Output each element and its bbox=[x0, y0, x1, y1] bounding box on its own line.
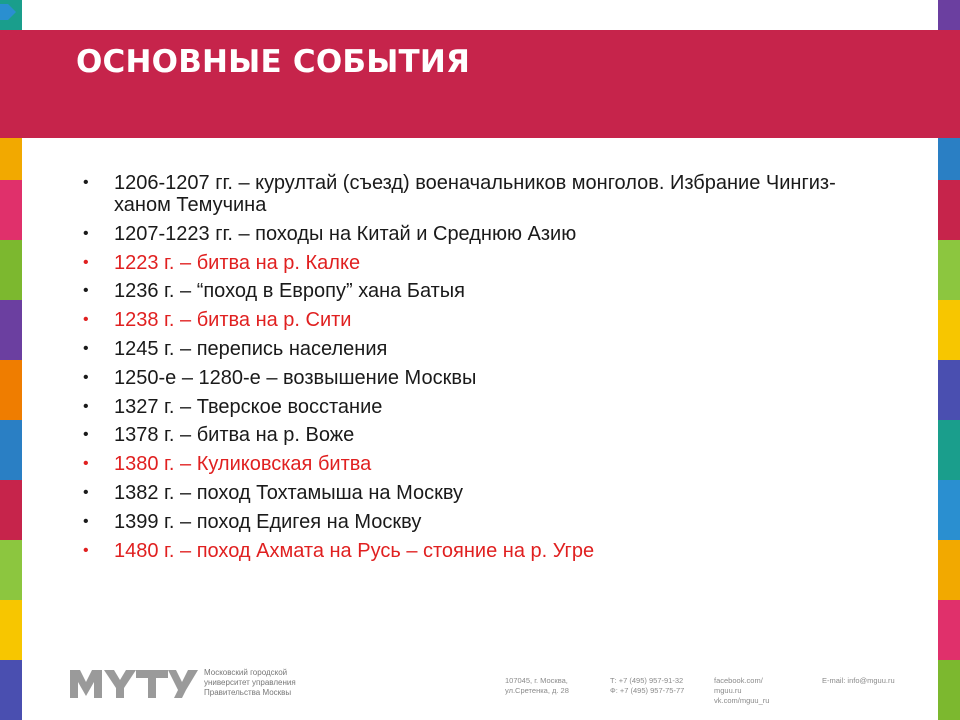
event-item: • 1207-1223 гг. – походы на Китай и Среднюю Азию bbox=[80, 223, 860, 245]
event-item: • 1380 г. – Куликовская битва bbox=[80, 453, 860, 475]
edge-stripe bbox=[0, 480, 22, 540]
social-link[interactable]: mguu.ru bbox=[714, 686, 742, 695]
edge-stripe bbox=[0, 360, 22, 420]
address-line: 107045, г. Москва, bbox=[505, 676, 568, 685]
edge-stripe bbox=[0, 240, 22, 300]
event-item: • 1236 г. – “поход в Европу” хана Батыя bbox=[80, 280, 860, 302]
university-name bbox=[204, 668, 324, 698]
edge-stripe bbox=[938, 180, 960, 240]
footer-address bbox=[505, 676, 595, 696]
event-item: • 1206-1207 гг. – курултай (съезд) военачальников монголов. Избрание Чингиз-ханом Темучина bbox=[80, 172, 860, 216]
event-item: • 1238 г. – битва на р. Сити bbox=[80, 309, 860, 331]
university-line: Московский городской bbox=[204, 668, 288, 677]
edge-stripe bbox=[0, 180, 22, 240]
social-link[interactable]: vk.com/mguu_ru bbox=[714, 696, 770, 705]
edge-stripe bbox=[0, 600, 22, 660]
edge-stripe bbox=[0, 300, 22, 360]
events-list bbox=[80, 172, 860, 568]
event-item: • 1480 г. – поход Ахмата на Русь – стояние на р. Угре bbox=[80, 540, 860, 562]
event-item: • 1250-е – 1280-е – возвышение Москвы bbox=[80, 367, 860, 389]
phone-line: Т: +7 (495) 957-91-32 bbox=[610, 676, 684, 685]
edge-stripe bbox=[938, 420, 960, 480]
edge-stripe bbox=[0, 540, 22, 600]
arrow-corner-icon bbox=[0, 0, 22, 30]
mguu-logo bbox=[70, 668, 198, 700]
email-link[interactable]: E-mail: info@mguu.ru bbox=[822, 676, 895, 685]
event-item: • 1245 г. – перепись населения bbox=[80, 338, 860, 360]
edge-stripe bbox=[0, 420, 22, 480]
slide-title: ОСНОВНЫЕ СОБЫТИЯ bbox=[76, 44, 471, 80]
event-item: • 1223 г. – битва на р. Калке bbox=[80, 252, 860, 274]
footer-phones bbox=[610, 676, 700, 696]
footer-social bbox=[714, 676, 804, 706]
footer bbox=[0, 660, 960, 720]
edge-stripe bbox=[938, 300, 960, 360]
edge-stripe bbox=[938, 240, 960, 300]
edge-stripe bbox=[938, 540, 960, 600]
address-line: ул.Сретенка, д. 28 bbox=[505, 686, 569, 695]
event-item: • 1378 г. – битва на р. Воже bbox=[80, 424, 860, 446]
edge-stripe bbox=[938, 360, 960, 420]
social-link[interactable]: facebook.com/ bbox=[714, 676, 763, 685]
event-item: • 1327 г. – Тверское восстание bbox=[80, 396, 860, 418]
event-item: • 1382 г. – поход Тохтамыша на Москву bbox=[80, 482, 860, 504]
edge-stripe bbox=[938, 480, 960, 540]
edge-stripe bbox=[938, 600, 960, 660]
fax-line: Ф: +7 (495) 957-75-77 bbox=[610, 686, 685, 695]
event-item: • 1399 г. – поход Едигея на Москву bbox=[80, 511, 860, 533]
university-line: Правительства Москвы bbox=[204, 688, 292, 697]
footer-email bbox=[822, 676, 932, 686]
university-line: университет управления bbox=[204, 678, 296, 687]
